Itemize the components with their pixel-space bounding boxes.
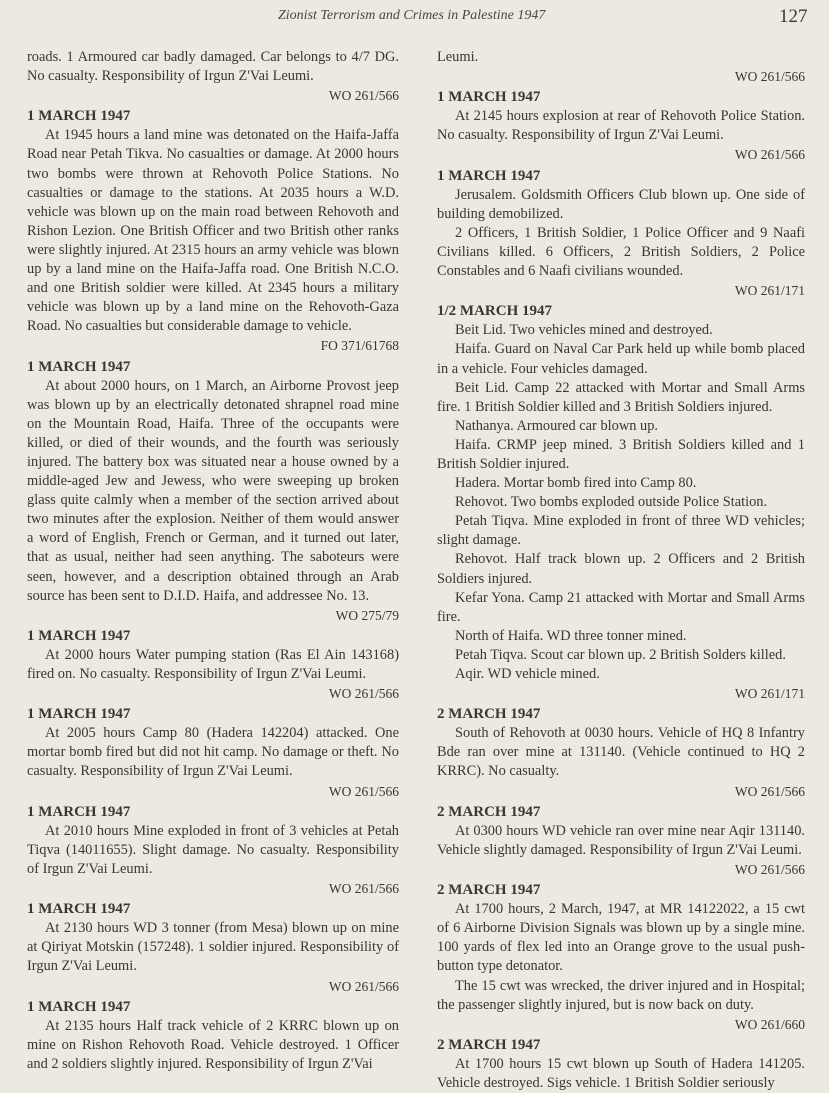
source-reference: WO 261/566 [328,88,399,104]
entry-paragraph: Rehovot. Two bombs exploded outside Police Station. [455,494,768,511]
entry-paragraph: Petah Tiqva. Mine exploded in front of three WD vehicles; slight damage. [437,513,805,549]
entry [27,998,399,1074]
entry-date-heading: 1 MARCH 1947 [27,358,131,375]
source-reference: WO 275/79 [335,607,399,623]
entry-date-heading: 2 MARCH 1947 [437,1036,541,1053]
source-reference: WO 261/171 [734,686,805,702]
entry-paragraph: At 2130 hours WD 3 tonner (from Mesa) blown up on mine at Qiriyat Motskin (157248). 1 soldier injured. Responsibility of Irgun Z'Vai Leumi. [27,920,399,975]
entry-paragraph: At 2145 hours explosion at rear of Rehovoth Police Station. No casualty. Responsibility of Irgun Z'Vai Leumi. [437,108,805,144]
entry-date-heading: 1 MARCH 1947 [27,108,131,125]
entry-paragraph: roads. 1 Armoured car badly damaged. Car belongs to 4/7 DG. No casualty. Responsibility of Irgun Z'Vai Leumi. [27,49,399,85]
entry-paragraph: The 15 cwt was wrecked, the driver injured and in Hospital; the passenger slightly injured, but is now back on duty. [437,977,805,1013]
entry [27,705,399,800]
source-reference: WO 261/566 [328,783,399,799]
entry-paragraph: Hadera. Mortar bomb fired into Camp 80. [455,475,697,492]
entry-paragraph: Petah Tiqva. Scout car blown up. 2 British Solders killed. [455,646,786,663]
entry [437,48,805,86]
entry-paragraph: 2 Officers, 1 British Soldier, 1 Police Officer and 9 Naafi Civilians killed. 6 Officers, 2 British Soldiers, 2 Police Constables and 6 Naafi civilians wounded. [437,224,805,280]
entry-date-heading: 1 MARCH 1947 [27,901,131,918]
entry-paragraph: Beit Lid. Camp 22 attacked with Mortar and Small Arms fire. 1 British Soldier killed and 3 British Soldiers injured. [437,379,805,415]
entry [27,627,399,703]
source-reference: WO 261/171 [734,283,805,299]
entry-paragraph: At 2010 hours Mine exploded in front of 3 vehicles at Petah Tiqva (14011655). Slight damage. No casualty. Responsibility of Irgun Z'Vai Leumi. [27,822,399,877]
entry-paragraph: Jerusalem. Goldsmith Officers Club blown up. One side of building demobilized. [437,186,805,222]
source-reference: WO 261/566 [734,861,805,877]
entry-date-heading: 2 MARCH 1947 [437,706,541,723]
entry-paragraph: Beit Lid. Two vehicles mined and destroyed. [455,322,713,339]
entry-paragraph: At 1945 hours a land mine was detonated on the Haifa-Jaffa Road near Petah Tikva. No casualties or damage. At 2000 hours two bombs were thrown at Rehovoth Police Stations. No casualties or damage to the stations. At 2035 hours a W.D. vehicle was blown up on the main road between Rehovoth and Rishon Lezion. One British Officer and two British other ranks were slightly injured. At 2315 hours an army vehicle was blown up by a land mine on the Haifa-Jaffa road. One British N.C.O. and one British soldier were killed. At 2345 hours a military vehicle was blown up by a land mine on the Rehovoth-Gaza Road. No casualties but considerable damage to vehicle. [27,127,399,335]
entry-paragraph: Kefar Yona. Camp 21 attacked with Mortar and Small Arms fire. [437,589,805,625]
entry-paragraph: Nathanya. Armoured car blown up. [455,417,659,434]
source-reference: WO 261/566 [328,881,399,897]
entry [437,803,805,879]
running-title: Zionist Terrorism and Crimes in Palestine 1947 [278,8,546,23]
source-reference: WO 261/660 [734,1016,805,1032]
entry [27,900,399,995]
entry [437,705,805,800]
entry-paragraph: Leumi. [437,49,479,65]
entry [27,803,399,898]
entry-date-heading: 1 MARCH 1947 [27,627,131,644]
entry [437,88,805,164]
source-reference: WO 261/566 [734,147,805,163]
entry-paragraph: At 1700 hours 15 cwt blown up South of Hadera 141205. Vehicle destroyed. Sigs vehicle. 1 British Soldier seriously [437,1055,805,1091]
source-reference: WO 261/566 [734,783,805,799]
entry-paragraph: At 2135 hours Half track vehicle of 2 KRRC blown up on mine on Rishon Rehovoth Road. Vehicle destroyed. 1 Officer and 2 soldiers slightly injured. Responsibility of Irgun Z'Vai [27,1017,399,1072]
entry [437,167,805,301]
entry [437,881,805,1034]
entry-paragraph: Haifa. Guard on Naval Car Park held up while bomb placed in a vehicle. Four vehicles damaged. [437,341,805,377]
source-reference: WO 261/566 [328,978,399,994]
entry-paragraph: At 1700 hours, 2 March, 1947, at MR 14122022, a 15 cwt of 6 Airborne Division Signals was blown up by a single mine. 100 yards of flex led into an Orange grove to the usual push-button type detonator. [437,901,805,975]
entry-date-heading: 1 MARCH 1947 [27,706,131,723]
entry-paragraph: Aqir. WD vehicle mined. [455,666,600,682]
entry-paragraph: At 2000 hours Water pumping station (Ras El Ain 143168) fired on. No casualty. Responsibility of Irgun Z'Vai Leumi. [27,646,399,682]
entry-date-heading: 2 MARCH 1947 [437,882,541,899]
entry [27,358,399,625]
entry-date-heading: 1 MARCH 1947 [437,89,541,106]
entry [27,107,399,355]
entry-date-heading: 1 MARCH 1947 [27,998,131,1015]
entry-paragraph: At 0300 hours WD vehicle ran over mine near Aqir 131140. Vehicle slightly damaged. Responsibility of Irgun Z'Vai Leumi. [437,822,805,858]
entry-date-heading: 1 MARCH 1947 [437,167,541,184]
left-column [27,48,399,1074]
entry-paragraph: Haifa. CRMP jeep mined. 3 British Soldiers killed and 1 British Soldier injured. [437,436,805,472]
page-number: 127 [779,6,808,27]
running-header [0,6,829,28]
right-column [437,48,805,1093]
entry [27,48,399,105]
entry-date-heading: 1/2 MARCH 1947 [437,303,552,320]
entry-paragraph: Rehovot. Half track blown up. 2 Officers and 2 British Soldiers injured. [437,551,805,587]
entry-paragraph: At about 2000 hours, on 1 March, an Airborne Provost jeep was blown up by an electrically detonated shrapnel road mine on the Mountain Road, Haifa. Three of the occupants were killed, or died of their wounds, and the fourth was seriously injured. The battery box was situated near a house owned by a middle-aged Jew and Jewess, who were sweeping up broken glass quite calmly when a member of the section arrived about two minutes after the explosion. Neither of them would answer a word of English, French or German, and it turned out later, that as usual, neither had seen anything. The saboteurs were seen, however, and a description obtained through an Arab source has been sent to D.I.D. Haifa, and addressee No. 13. [27,377,399,604]
entry-date-heading: 2 MARCH 1947 [437,803,541,820]
source-reference: FO 371/61768 [320,338,399,354]
entry [437,1036,805,1093]
entry-date-heading: 1 MARCH 1947 [27,803,131,820]
source-reference: WO 261/566 [734,69,805,85]
entry-paragraph: South of Rehovoth at 0030 hours. Vehicle of HQ 8 Infantry Bde ran over mine at 131140. (Vehicle continued to HQ 2 KRRC). No casualty. [437,725,805,780]
entry-paragraph: North of Haifa. WD three tonner mined. [455,627,687,644]
source-reference: WO 261/566 [328,686,399,702]
entry [437,302,805,703]
entry-paragraph: At 2005 hours Camp 80 (Hadera 142204) attacked. One mortar bomb fired but did not hit camp. No damage or theft. No casualty. Responsibility of Irgun Z'Vai Leumi. [27,725,399,780]
